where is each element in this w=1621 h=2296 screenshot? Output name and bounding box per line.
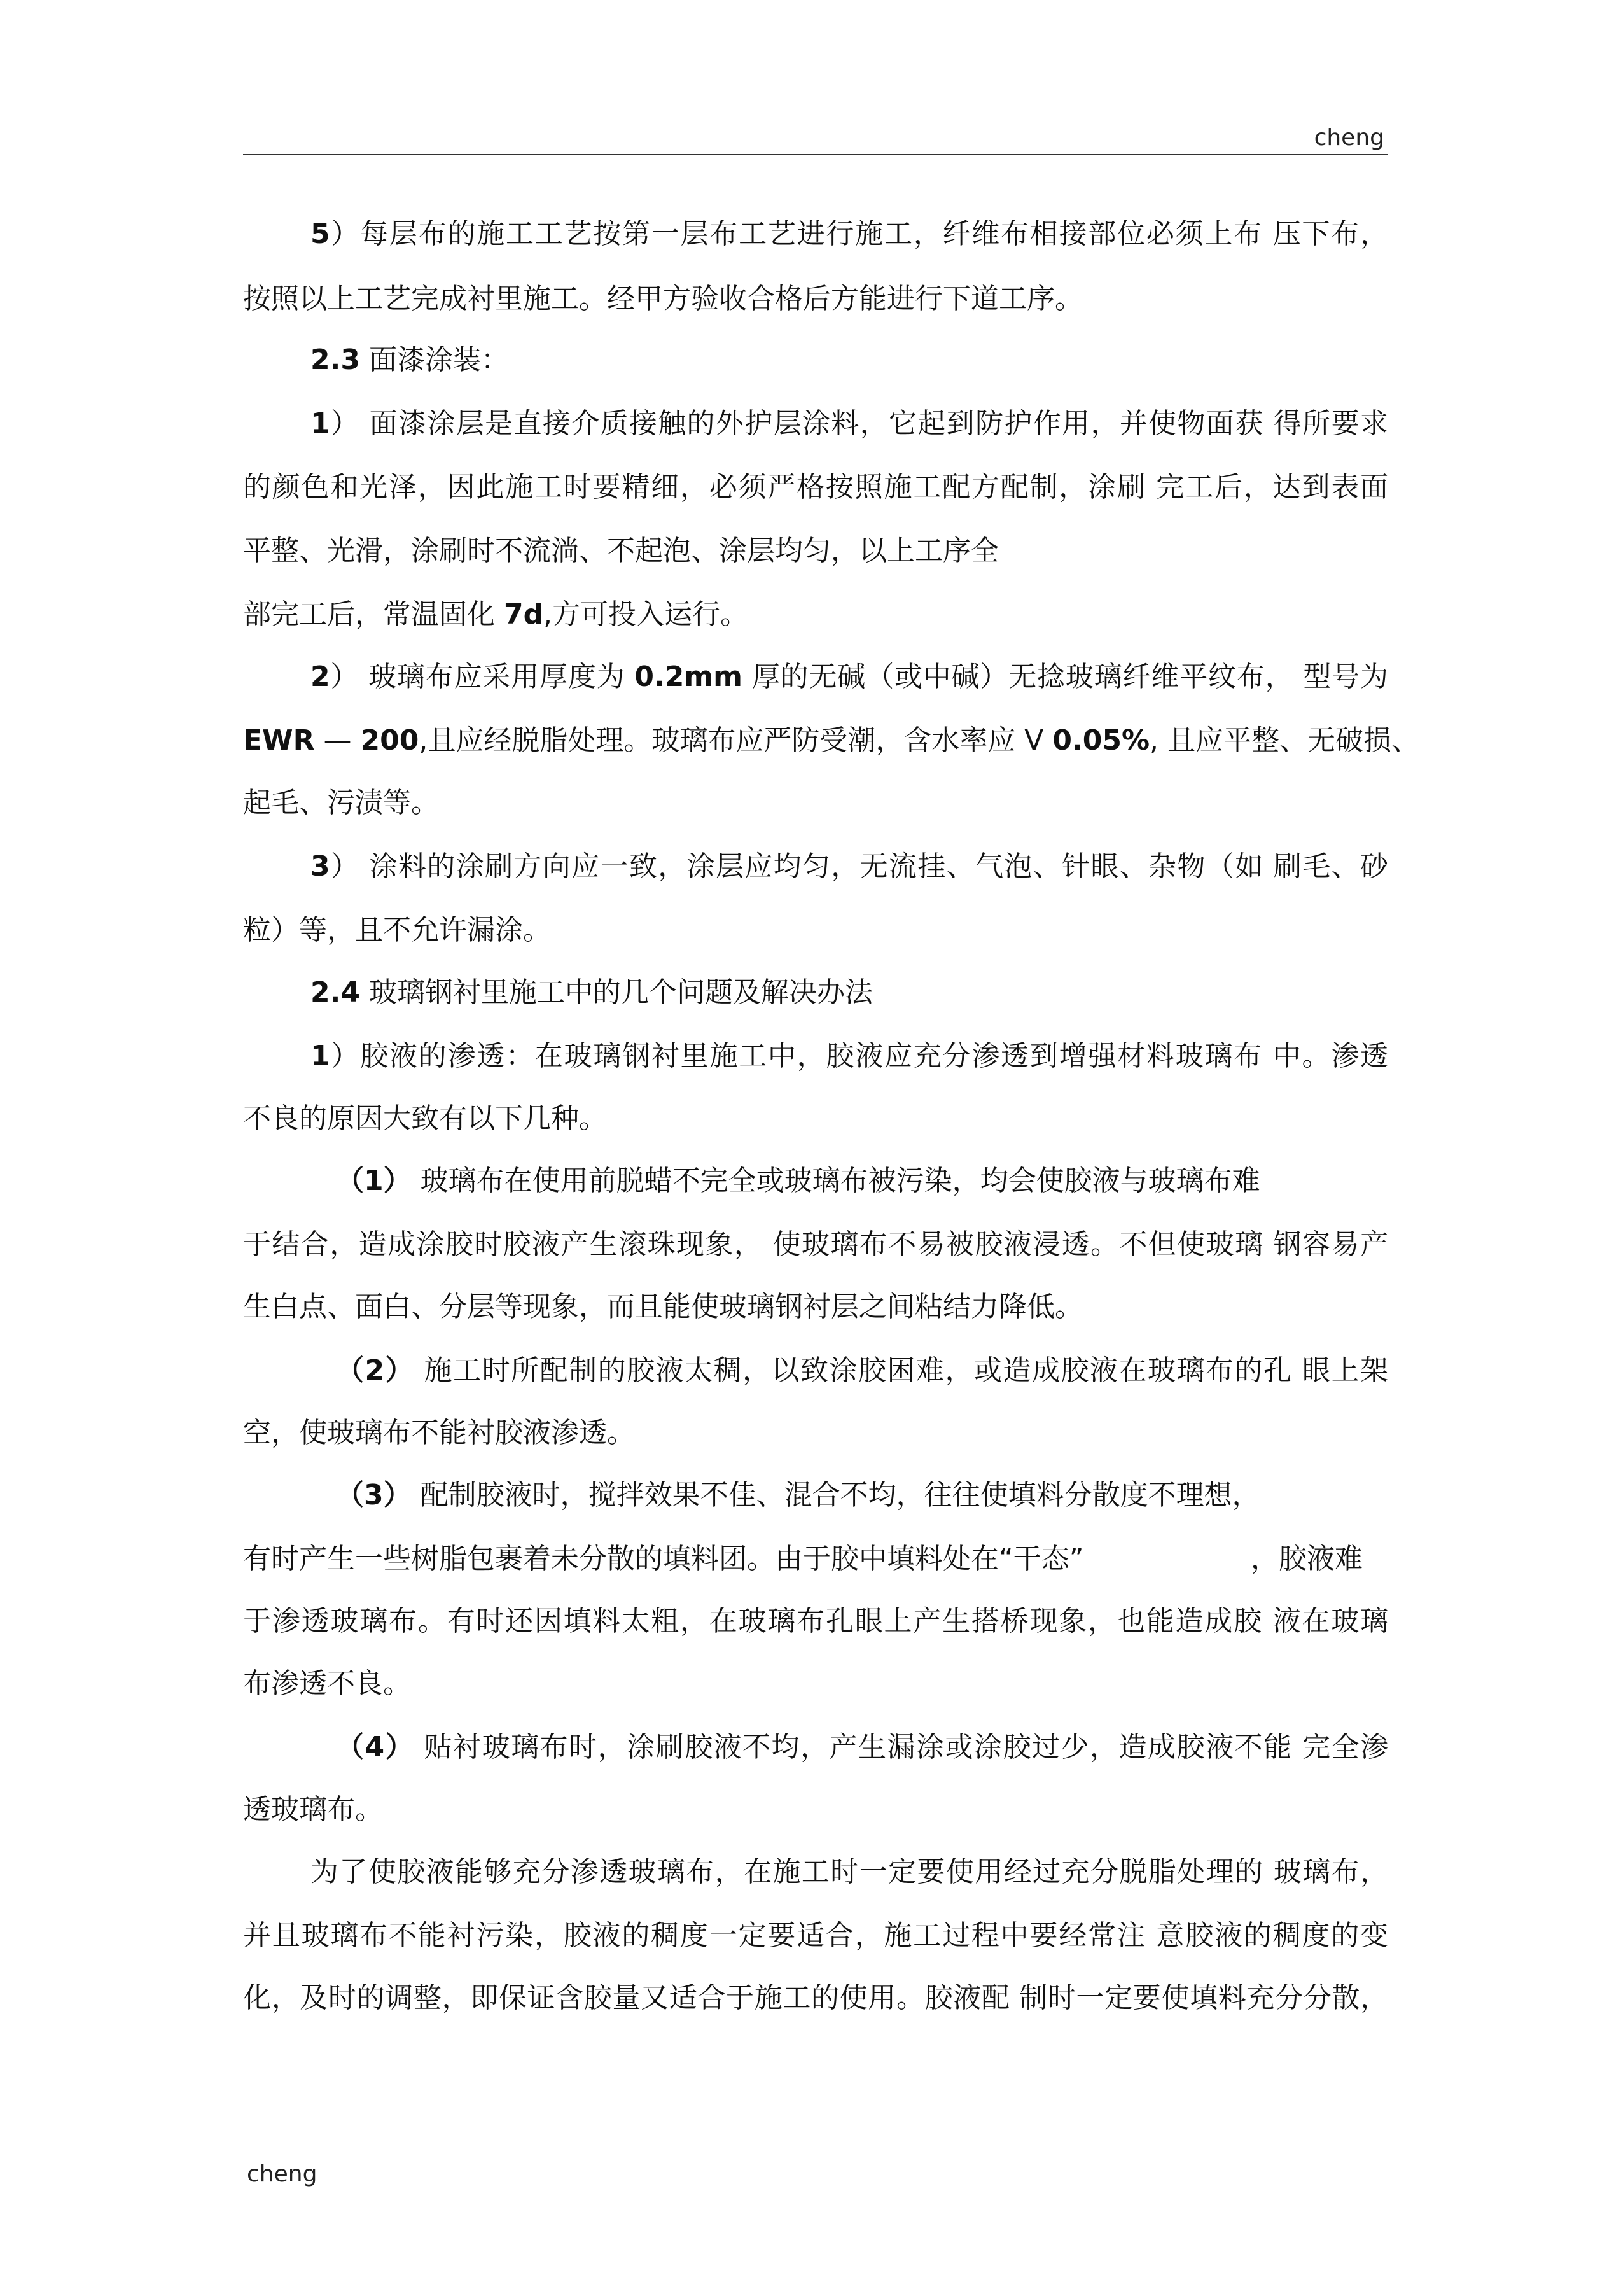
page-header: cheng [1314, 125, 1384, 151]
paragraph-line: 按照以上工艺完成衬里施工。经甲方验收合格后方能进行下道工序。 [243, 283, 1083, 315]
paragraph-line: （4） 贴衬玻璃布时，涂刷胶液不均，产生漏涂或涂胶过少，造成胶液不能 完全渗 [336, 1731, 1388, 1763]
paragraph-line: 粒）等，且不允许漏涂。 [243, 914, 551, 946]
page-footer: cheng [247, 2161, 317, 2187]
paragraph-line: 透玻璃布。 [243, 1793, 383, 1826]
paragraph-line: 于渗透玻璃布。有时还因填料太粗，在玻璃布孔眼上产生搭桥现象，也能造成胶 液在玻璃 [243, 1605, 1388, 1637]
paragraph-line: 于结合，造成涂胶时胶液产生滚珠现象， 使玻璃布不易被胶液浸透。不但使玻璃 钢容易产 [243, 1228, 1388, 1261]
paragraph-line: （2） 施工时所配制的胶液太稠，以致涂胶困难，或造成胶液在玻璃布的孔 眼上架 [336, 1354, 1388, 1387]
paragraph-line: 不良的原因大致有以下几种。 [243, 1102, 607, 1135]
paragraph-line: 1）胶液的渗透：在玻璃钢衬里施工中，胶液应充分渗透到增强材料玻璃布 中。渗透 [310, 1040, 1388, 1072]
section-heading: 2.4 玻璃钢衬里施工中的几个问题及解决办法 [310, 976, 873, 1009]
paragraph-line: 部完工后，常温固化 7d,方可投入运行。 [243, 598, 749, 631]
paragraph-line: 1） 面漆涂层是直接介质接触的外护层涂料，它起到防护作用，并使物面获 得所要求 [310, 407, 1388, 440]
paragraph-line: 空，使玻璃布不能衬胶液渗透。 [243, 1417, 635, 1449]
paragraph-line: 3） 涂料的涂刷方向应一致，涂层应均匀，无流挂、气泡、针眼、杂物（如 刷毛、砂 [310, 850, 1388, 883]
paragraph-line: 平整、光滑，涂刷时不流淌、不起泡、涂层均匀，以上工序全 [243, 535, 999, 567]
paragraph-line: 的颜色和光泽，因此施工时要精细，必须严格按照施工配方配制，涂刷 完工后，达到表面 [243, 471, 1388, 503]
paragraph-line: 2） 玻璃布应采用厚度为 0.2mm 厚的无碱（或中碱）无捻玻璃纤维平纹布， 型号为 [310, 661, 1388, 693]
section-heading: 2.3 面漆涂装： [310, 344, 509, 376]
paragraph-line-tail: ，胶液难 [1251, 1543, 1363, 1575]
paragraph-line: 有时产生一些树脂包裹着未分散的填料团。由于胶中填料处在“干态” [243, 1543, 1084, 1575]
paragraph-line: （1） 玻璃布在使用前脱蜡不完全或玻璃布被污染，均会使胶液与玻璃布难 [336, 1165, 1260, 1197]
paragraph-line: 为了使胶液能够充分渗透玻璃布，在施工时一定要使用经过充分脱脂处理的 玻璃布， [310, 1856, 1388, 1888]
paragraph-line: 并且玻璃布不能衬污染，胶液的稠度一定要适合，施工过程中要经常注 意胶液的稠度的变 [243, 1919, 1388, 1952]
paragraph-line: 生白点、面白、分层等现象，而且能使玻璃钢衬层之间粘结力降低。 [243, 1291, 1083, 1323]
header-divider [243, 154, 1388, 155]
paragraph-line: 化，及时的调整，即保证含胶量又适合于施工的使用。胶液配 制时一定要使填料充分分散， [243, 1982, 1388, 2014]
paragraph-line: 5）每层布的施工工艺按第一层布工艺进行施工，纤维布相接部位必须上布 压下布， [310, 218, 1388, 250]
paragraph-line: 布渗透不良。 [243, 1667, 411, 1700]
paragraph-line: （3） 配制胶液时，搅拌效果不佳、混合不均，往往使填料分散度不理想， [336, 1479, 1260, 1511]
paragraph-line: 起毛、污渍等。 [243, 787, 439, 819]
paragraph-line: EWR — 200,且应经脱脂处理。玻璃布应严防受潮，含水率应 V 0.05%, 且应平整、无破损、 [243, 724, 1420, 757]
